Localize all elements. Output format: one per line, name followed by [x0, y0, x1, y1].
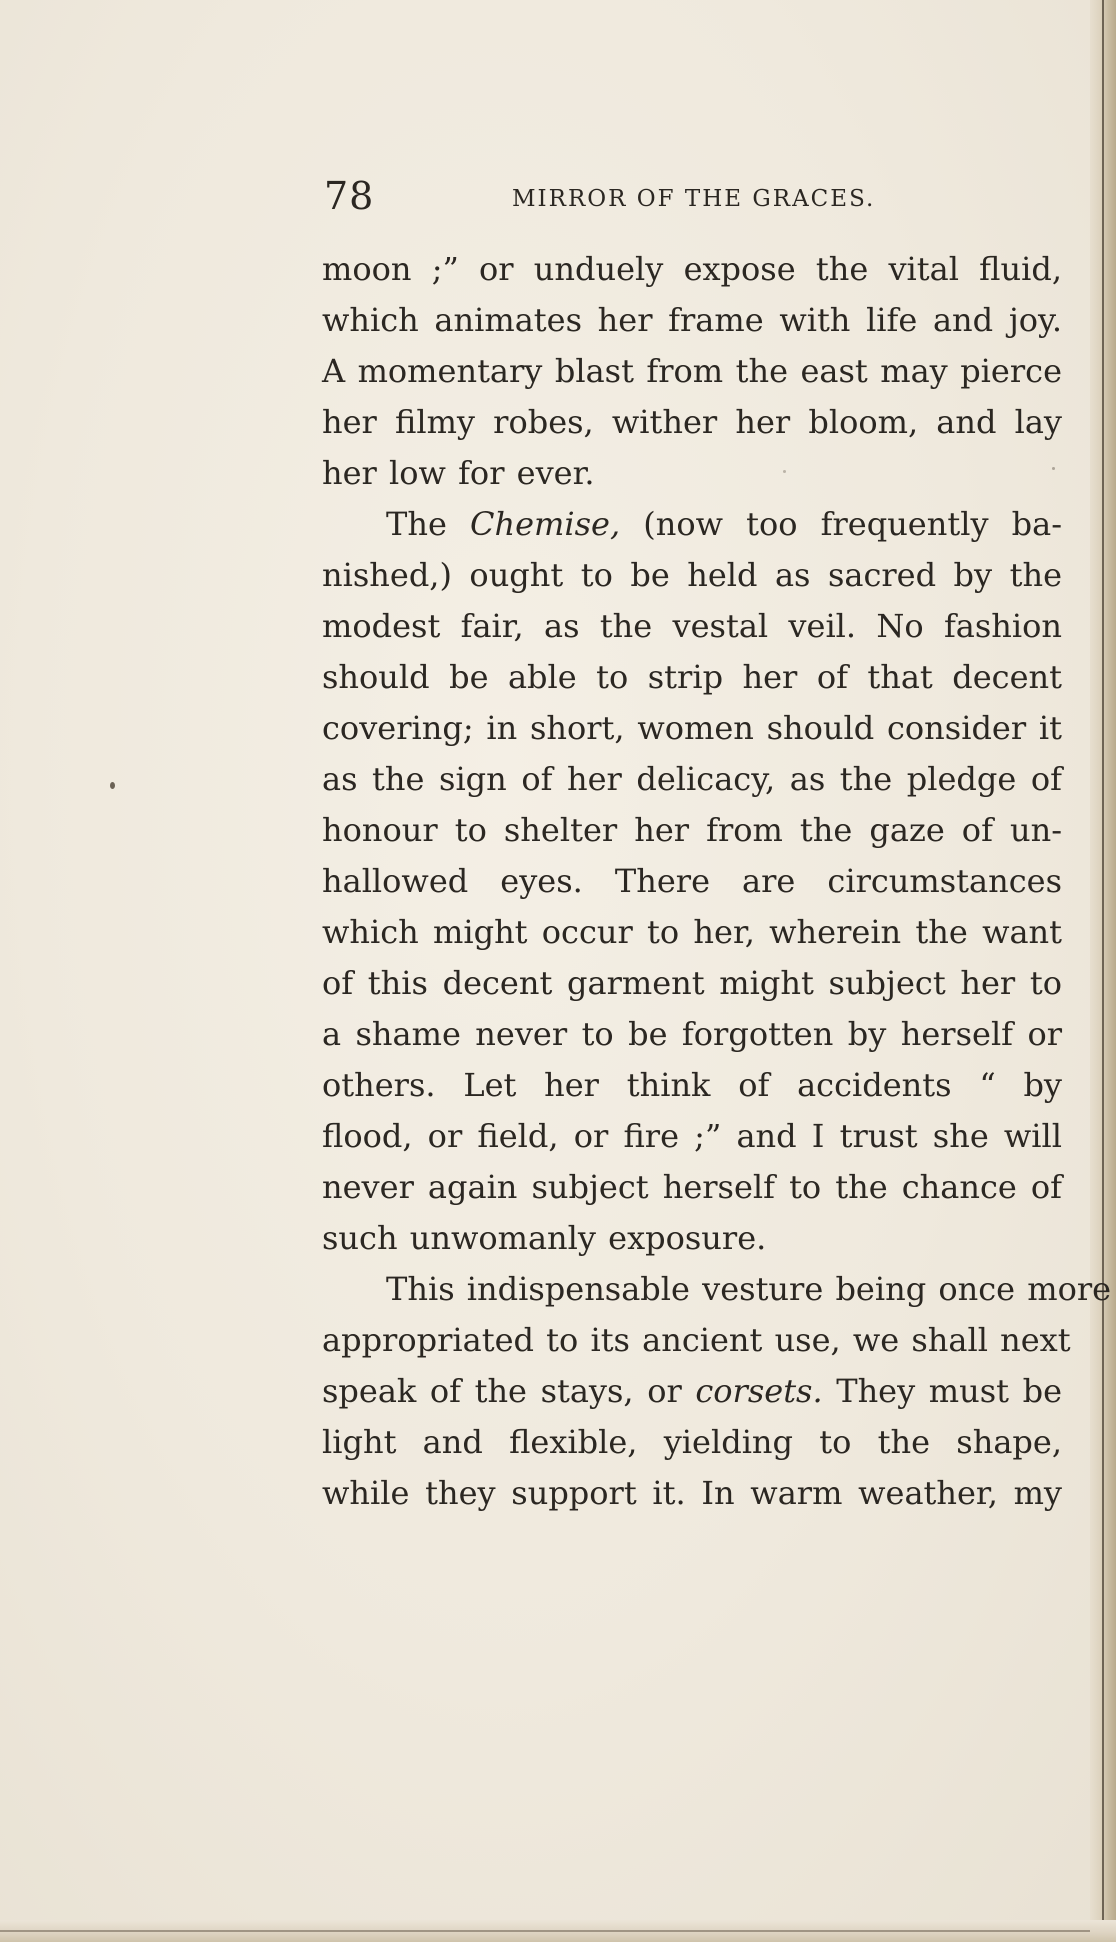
text-line: This indispensable vesture being once more — [386, 1270, 1112, 1308]
page-header — [324, 176, 1064, 216]
page-number: 78 — [324, 174, 375, 218]
text-line: A momentary blast from the east may pierce — [322, 352, 1062, 390]
text-line: never again subject herself to the chance of — [322, 1168, 1062, 1206]
paper-speck — [110, 782, 115, 789]
text-line: her filmy robes, wither her bloom, and lay — [322, 403, 1062, 441]
page-edge-right-line — [1102, 0, 1104, 1942]
text-run: (now too frequently ba- — [620, 505, 1063, 543]
text-run: speak of the stays, or — [322, 1372, 696, 1410]
text-line: while they support it. In warm weather, my — [322, 1474, 1062, 1512]
text-line: as the sign of her delicacy, as the pledge of — [322, 760, 1062, 798]
text-line: flood, or field, or fire ;” and I trust she will — [322, 1117, 1062, 1155]
text-line — [322, 1366, 1062, 1417]
page-edge-bottom-line — [0, 1930, 1090, 1932]
text-line: appropriated to its ancient use, we shall next — [322, 1321, 1071, 1359]
text-line: nished,) ought to be held as sacred by the — [322, 556, 1062, 594]
emphasis-chemise: Chemise, — [470, 505, 621, 543]
text-line: covering; in short, women should consider it — [322, 709, 1062, 747]
body-text — [322, 244, 1112, 1519]
text-line: of this decent garment might subject her to — [322, 964, 1062, 1002]
text-line — [322, 499, 1062, 550]
running-head: MIRROR OF THE GRACES. — [512, 186, 876, 212]
text-run: The — [386, 505, 471, 543]
text-line: others. Let her think of accidents “ by — [322, 1066, 1062, 1104]
text-line: a shame never to be forgotten by herself or — [322, 1015, 1062, 1053]
text-line: such unwomanly exposure. — [322, 1219, 767, 1257]
text-line: light and flexible, yielding to the shape, — [322, 1423, 1062, 1461]
text-line: which might occur to her, wherein the want — [322, 913, 1062, 951]
text-line: should be able to strip her of that decent — [322, 658, 1062, 696]
text-line: moon ;” or unduely expose the vital fluid, — [322, 250, 1062, 288]
text-line: honour to shelter her from the gaze of un- — [322, 811, 1062, 849]
emphasis-corsets: corsets. — [695, 1372, 823, 1410]
text-line: her low for ever. — [322, 454, 595, 492]
text-line: hallowed eyes. There are circumstances — [322, 862, 1062, 900]
text-line: modest fair, as the vestal veil. No fashion — [322, 607, 1062, 645]
text-line: which animates her frame with life and joy. — [322, 301, 1062, 339]
text-run: They must be — [822, 1372, 1063, 1410]
